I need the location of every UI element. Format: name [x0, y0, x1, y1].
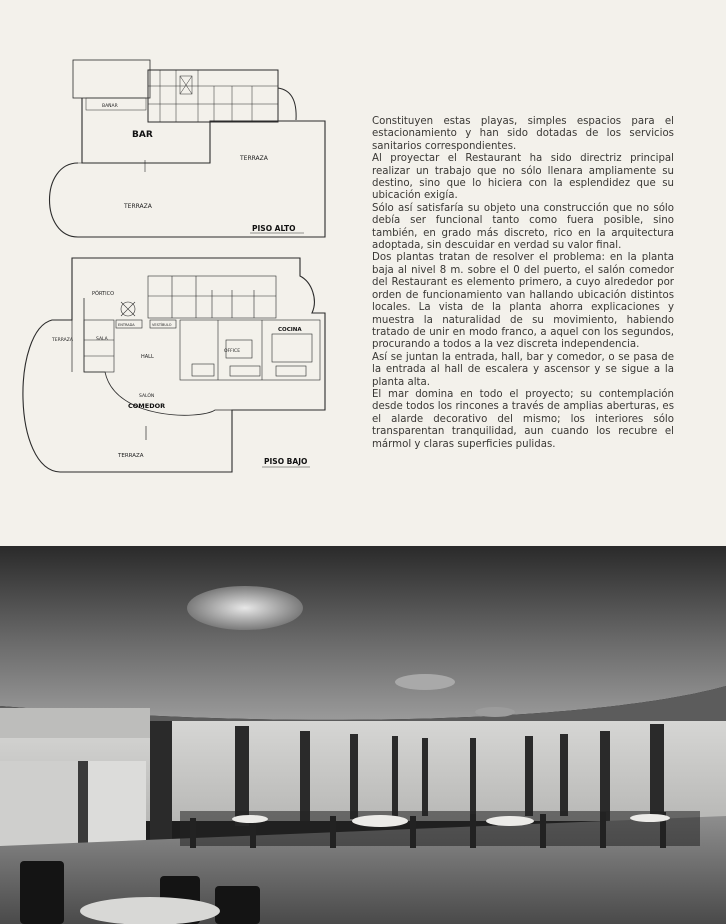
label-office: OFFICE	[224, 349, 241, 354]
label-cocina: COCINA	[278, 327, 302, 333]
label-terraza-upper-right: TERRAZA	[240, 155, 268, 162]
caption-piso-alto: PISO ALTO	[252, 224, 296, 233]
floor-plans	[0, 0, 345, 500]
article-paragraph: Dos plantas tratan de resolver el problema: en la planta baja al nivel 8 m. sobre el 0 del puerto, el salón comedor del Restaurant es elemento primero, a cuyo alrededor por orden de funcionamiento van hallando ubicación distintos locales. La vista de la planta ahorra explicaciones y muestra la naturalidad de su movimiento, habiendo tratado de unir en modo franco, a aquel con los segundos, procurando a todos a la vez discreta independencia.	[372, 252, 674, 351]
label-hall: HALL	[141, 354, 154, 360]
article-paragraph: Constituyen estas playas, simples espacios para el estacionamiento y han sido dotadas de los servicios sanitarios correspondientes.	[372, 116, 674, 152]
label-bar: BAR	[132, 130, 153, 140]
caption-piso-bajo: PISO BAJO	[264, 457, 308, 466]
dining-room-photo	[0, 546, 726, 924]
dining-room-photo-drawing	[0, 546, 726, 924]
label-vestibulo: VESTÍBULO	[152, 323, 172, 327]
label-sala: SALA	[96, 337, 108, 342]
label-terraza-upper-bottom: TERRAZA	[124, 203, 152, 210]
label-entrada: ENTRADA	[118, 323, 135, 327]
article-paragraph: Sólo así satisfaría su objeto una construcción que no sólo debía ser funcional tanto como fuera posible, sino también, en grado más discreto, rico en la arquitectura adoptada, sin descuidar en verdad su valor final.	[372, 202, 674, 252]
article-paragraph: Al proyectar el Restaurant ha sido directriz principal realizar un trabajo que no sólo llenara ampliamente su destino, sino que lo hiciera con la esplendidez que su ubicación exigía.	[372, 153, 674, 202]
article-paragraph: El mar domina en todo el proyecto; su contemplación desde todos los rincones a través de amplias aberturas, es el alarde decorativo del mismo; los interiores sólo transparentan tranquilidad, aun cuando los recubre el mármol y claras superficies pulidas.	[372, 388, 674, 450]
article-text	[372, 116, 674, 451]
label-salon: SALÓN	[139, 394, 155, 399]
label-terraza-lower-left: TERRAZA	[52, 338, 73, 343]
label-banar: BAÑAR	[102, 104, 118, 109]
label-portico: PÓRTICO	[92, 291, 115, 297]
article-paragraph: Así se juntan la entrada, hall, bar y comedor, o se pasa de la entrada al hall de escalera y ascensor y se sigue a la planta alta.	[372, 351, 674, 388]
label-terraza-lower-bottom: TERRAZA	[118, 453, 144, 459]
floor-plans-drawing	[0, 0, 345, 500]
label-comedor: COMEDOR	[128, 402, 166, 410]
